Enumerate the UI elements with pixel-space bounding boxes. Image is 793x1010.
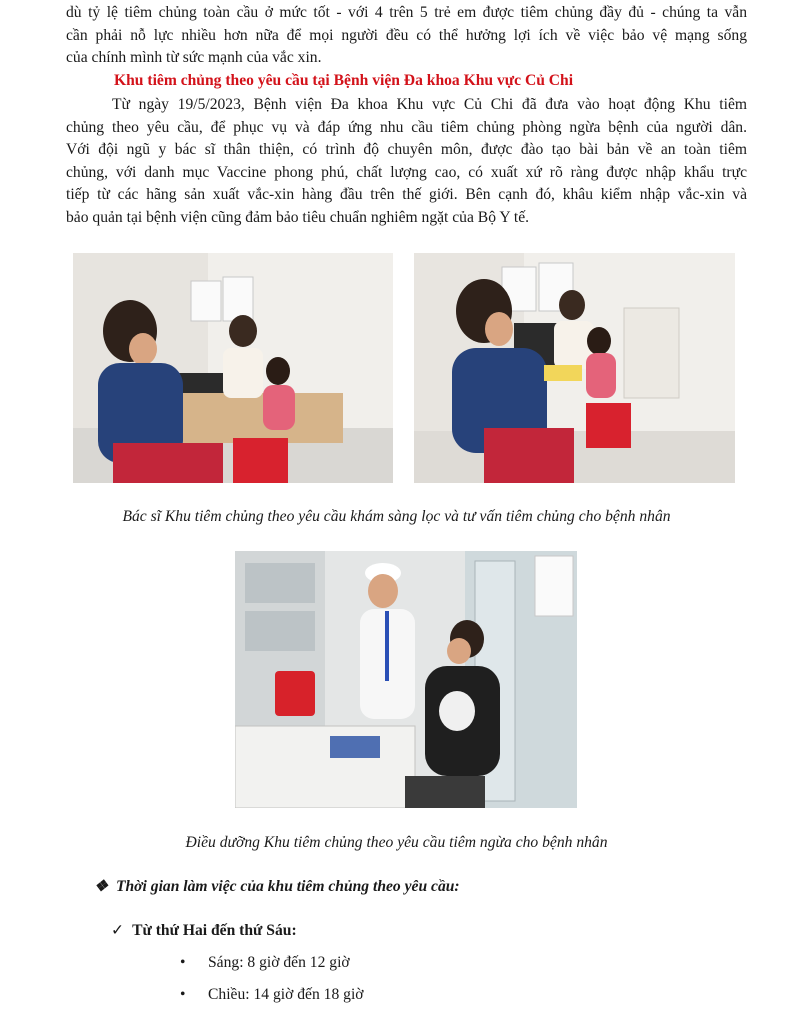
bullet-icon: •	[180, 954, 186, 971]
body-line: chủng theo yêu cầu, để phục vụ và đáp ứng nhu cầu tiêm chủng phòng ngừa bệnh của người dân.	[66, 118, 747, 136]
bullet-icon: •	[180, 986, 186, 1003]
schedule-item-morning	[180, 954, 350, 972]
schedule-days	[111, 921, 297, 940]
schedule-item-text: Sáng: 8 giờ đến 12 giờ	[208, 954, 350, 971]
photo-caption-consultation: Bác sĩ Khu tiêm chủng theo yêu cầu khám sàng lọc và tư vấn tiêm chủng cho bệnh nhân	[122, 508, 671, 525]
intro-line: cần phải nỗ lực nhiều hơn nữa để mọi người đều có thể hưởng lợi ích về việc bảo vệ mạng sống	[66, 26, 747, 44]
body-line: Với đội ngũ y bác sĩ thân thiện, có trình độ chuyên môn, được đào tạo bài bản về an toàn tiêm	[66, 141, 747, 159]
section-heading: Khu tiêm chủng theo yêu cầu tại Bệnh viện Đa khoa Khu vực Củ Chi	[114, 72, 574, 89]
check-mark-icon: ✓	[111, 922, 125, 939]
photo-caption-vaccination: Điều dưỡng Khu tiêm chủng theo yêu cầu tiêm ngừa cho bệnh nhân	[185, 834, 608, 851]
body-line: bảo quản tại bệnh viện cũng đảm bảo tiêu chuẩn nghiêm ngặt của Bộ Y tế.	[66, 208, 530, 226]
body-paragraph	[66, 94, 747, 230]
schedule-item-afternoon	[180, 986, 364, 1004]
intro-line: dù tỷ lệ tiêm chủng toàn cầu ở mức tốt - với 4 trên 5 trẻ em được tiêm chủng đầy đủ - chúng ta vẫn	[66, 4, 747, 21]
intro-paragraph	[66, 2, 747, 70]
photo-nurse-vaccination	[235, 551, 577, 808]
body-line: chủng, với danh mục Vaccine phong phú, chất lượng cao, có xuất xứ rõ ràng được nhập khẩu trực	[66, 163, 747, 181]
schedule-days-text: Từ thứ Hai đến thứ Sáu:	[132, 922, 297, 939]
schedule-title-text: Thời gian làm việc của khu tiêm chủng theo yêu cầu:	[115, 878, 460, 895]
photo-doctor-consultation-1	[73, 253, 393, 483]
photo-doctor-consultation-2	[414, 253, 735, 483]
body-line: tiếp từ các hãng sản xuất vắc-xin hàng đầu trên thế giới. Bên cạnh đó, khâu kiểm nhập vắc-xin và	[66, 186, 747, 204]
schedule-item-text: Chiều: 14 giờ đến 18 giờ	[208, 986, 364, 1003]
schedule-section-title	[94, 877, 460, 896]
intro-line: của chính mình từ sức mạnh của vắc xin.	[66, 49, 322, 67]
body-line: Từ ngày 19/5/2023, Bệnh viện Đa khoa Khu vực Củ Chi đã đưa vào hoạt động Khu tiêm	[112, 96, 747, 113]
diamond-bullet-icon: ❖	[94, 878, 108, 895]
